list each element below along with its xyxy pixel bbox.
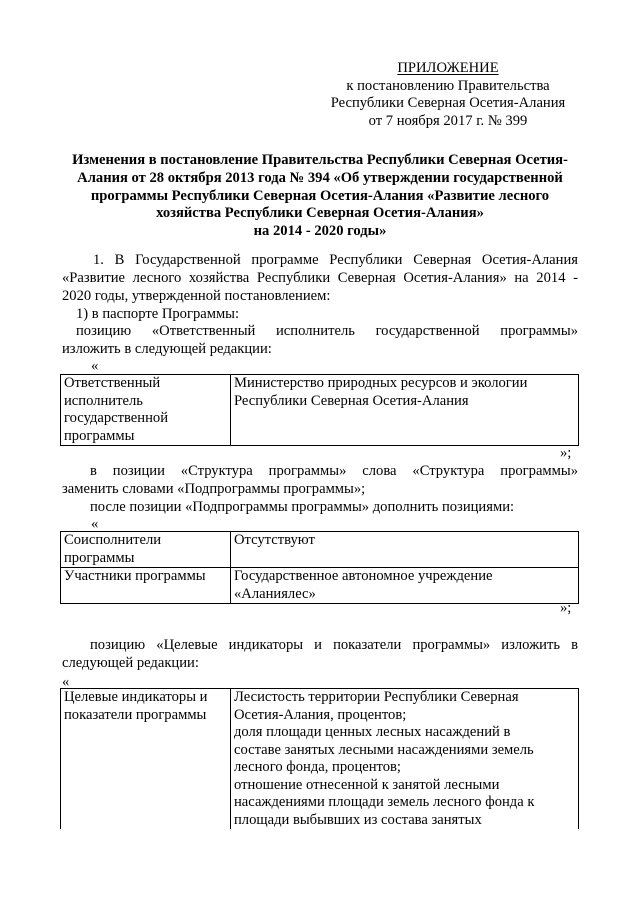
paragraph-1-line-2: «Развитие лесного хозяйства Республики Северная Осетия-Алания» на 2014 - <box>62 270 578 286</box>
paragraph-5: после позиции «Подпрограммы программы» дополнить позициями: <box>90 499 515 515</box>
table-cell-label <box>61 532 231 568</box>
paragraph-3-line-2: изложить в следующей редакции: <box>62 341 272 357</box>
cell-text: Ответственный <box>64 375 161 391</box>
cell-text: Государственное автономное учреждение <box>234 568 493 584</box>
title-line: хозяйства Республики Северная Осетия-Алания» <box>156 205 484 222</box>
cell-text: Лесистость территории Республики Северная <box>234 689 519 705</box>
appendix-line-1: к постановлению Правительства <box>346 77 550 94</box>
table-row <box>61 568 579 604</box>
cell-text: лесного фонда, процентов; <box>234 759 401 775</box>
cell-text: Отсутствуют <box>234 532 315 548</box>
table-cell-value <box>231 568 579 604</box>
table-row <box>61 532 579 568</box>
table-target-indicators <box>60 688 579 829</box>
document-title <box>58 152 582 241</box>
appendix-line-2: Республики Северная Осетия-Алания <box>330 95 566 111</box>
cell-text: насаждениями площади земель лесного фонда к <box>234 794 535 810</box>
paragraph-6-line-2: следующей редакции: <box>62 655 199 671</box>
table-row <box>61 689 579 830</box>
cell-text: «Аланиялес» <box>234 585 316 602</box>
open-quote-1: « <box>91 358 99 374</box>
paragraph-1-line-1: 1. В Государственной программе Республики Северная Осетия-Алания <box>93 252 578 268</box>
title-line: на 2014 - 2020 годы» <box>253 223 387 240</box>
paragraph-2: 1) в паспорте Программы: <box>76 306 240 322</box>
table-row <box>61 375 579 446</box>
open-quote-3: « <box>62 674 70 690</box>
cell-text: показатели программы <box>64 706 207 723</box>
cell-text: отношение отнесенной к занятой лесными <box>234 776 500 793</box>
title-line: Алания от 28 октября 2013 года № 394 «Об утверждении государственной <box>77 169 563 186</box>
table-cell-value <box>231 375 579 446</box>
appendix-line-3: от 7 ноября 2017 г. № 399 <box>368 112 528 129</box>
cell-text: Соисполнители <box>64 532 162 548</box>
cell-text: государственной <box>64 410 169 426</box>
paragraph-4-line-1: в позиции «Структура программы» слова «Структура программы» <box>90 463 578 479</box>
title-line: Изменения в постановление Правительства Республики Северная Осетия- <box>72 152 568 168</box>
table-cell-value <box>231 689 579 830</box>
cell-text: программы <box>64 427 135 444</box>
cell-text: площади выбывших из состава занятых <box>234 811 482 828</box>
paragraph-4-line-2: заменить словами «Подпрограммы программы»; <box>62 481 366 497</box>
cell-text: Министерство природных ресурсов и экологии <box>234 375 528 391</box>
table-cell-label <box>61 689 231 830</box>
paragraph-3-line-1: позицию «Ответственный исполнитель государственной программы» <box>76 323 578 339</box>
cell-text: исполнитель <box>64 392 143 409</box>
cell-text: составе занятых лесными насаждениями земель <box>234 741 534 758</box>
cell-text: Участники программы <box>64 568 206 584</box>
paragraph-1-line-3: 2020 годы, утвержденной постановлением: <box>62 288 331 304</box>
table-co-executors <box>60 531 579 604</box>
title-line: программы Республики Северная Осетия-Алания «Развитие лесного <box>90 187 550 204</box>
close-quote-2: »; <box>560 600 572 616</box>
paragraph-6-line-1: позицию «Целевые индикаторы и показатели программы» изложить в <box>90 637 578 653</box>
table-cell-label <box>61 568 231 604</box>
table-responsible-executor <box>60 374 579 446</box>
table-cell-value <box>231 532 579 568</box>
open-quote-2: « <box>91 516 99 532</box>
close-quote-1: »; <box>560 445 572 461</box>
table-cell-label <box>61 375 231 446</box>
cell-text: программы <box>64 549 135 566</box>
cell-text: Целевые индикаторы и <box>64 689 208 705</box>
cell-text: Осетия-Алания, процентов; <box>234 706 407 723</box>
appendix-header <box>318 60 578 130</box>
appendix-title: ПРИЛОЖЕНИЕ <box>397 60 499 76</box>
cell-text: доля площади ценных лесных насаждений в <box>234 724 511 740</box>
cell-text: Республики Северная Осетия-Алания <box>234 392 469 409</box>
